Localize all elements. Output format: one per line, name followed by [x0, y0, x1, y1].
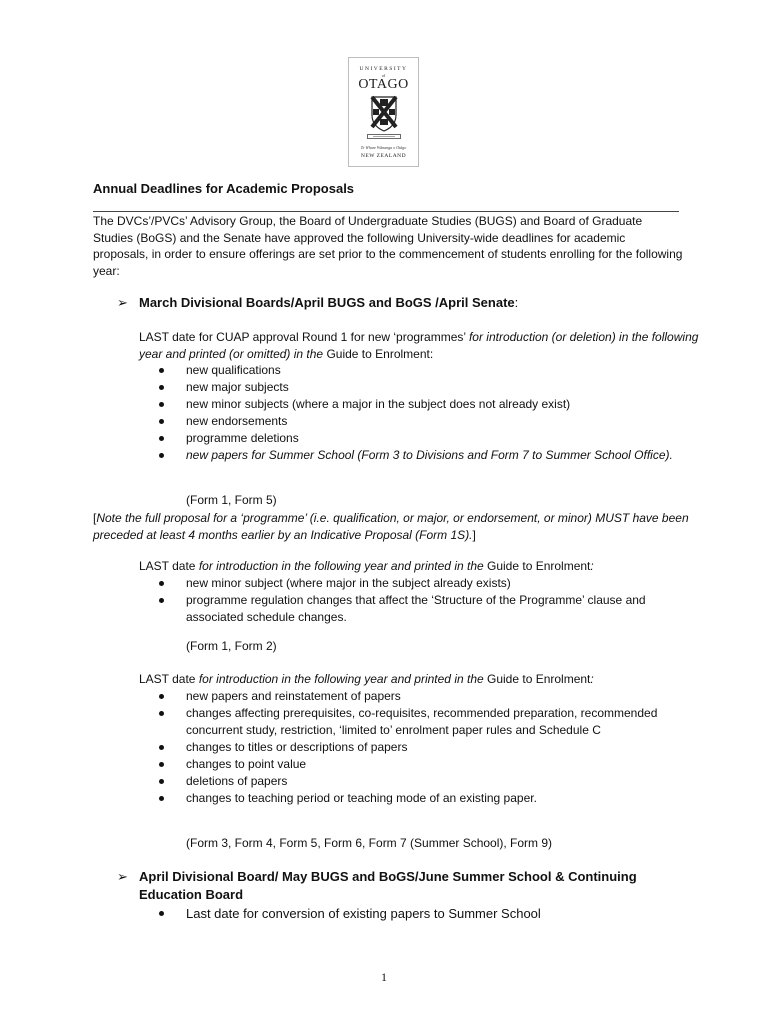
block-2-lead: LAST date for introduction in the following year and printed in the Guide to Enrolment: — [139, 559, 594, 573]
section-2-heading — [117, 868, 677, 904]
list-item: changes to point value — [139, 756, 679, 773]
document-title: Annual Deadlines for Academic Proposals — [93, 181, 355, 196]
logo-line-otago: OTAGO — [358, 77, 409, 92]
section-1-heading — [117, 294, 518, 312]
logo-line-university: UNIVERSITY — [359, 66, 408, 72]
list-item: new qualifications — [139, 362, 679, 379]
list-item: new endorsements — [139, 413, 679, 430]
crest-scroll-icon — [367, 134, 401, 139]
section-1-heading-text: March Divisional Boards/April BUGS and BoGS /April Senate: — [139, 295, 519, 310]
logo-country: NEW ZEALAND — [360, 153, 407, 159]
list-item: new papers for Summer School (Form 3 to Divisions and Form 7 to Summer School Office). — [139, 447, 679, 464]
block-1-list — [139, 362, 679, 464]
block-1-forms: (Form 1, Form 5) — [186, 493, 277, 507]
list-item: new minor subjects (where a major in the subject does not already exist) — [139, 396, 679, 413]
list-item: new papers and reinstatement of papers — [139, 688, 679, 705]
block-2-list — [139, 575, 679, 626]
logo-motto: Te Whare Wānanga o Otāgo — [360, 145, 407, 150]
section-2-heading-text: April Divisional Board/ May BUGS and BoGS/June Summer School & Continuing Education Board — [139, 869, 637, 902]
intro-paragraph: The DVCs’/PVCs’ Advisory Group, the Board of Undergraduate Studies (BUGS) and Board of Graduate Studies (BoGS) and the Senate have approved the following University-wide deadlines for academic proposals, in order to ensure offerings are set prior to the commencement of students enrolling for the following year: — [93, 214, 683, 278]
block-2-forms: (Form 1, Form 2) — [186, 639, 277, 653]
logo-line-of: of — [381, 73, 386, 78]
arrow-bullet-icon: ➢ — [117, 869, 128, 884]
section-2-list — [139, 905, 679, 922]
list-item: programme deletions — [139, 430, 679, 447]
page-number: 1 — [381, 970, 387, 984]
block-3-lead: LAST date for introduction in the following year and printed in the Guide to Enrolment: — [139, 672, 594, 686]
block-1-lead: LAST date for CUAP approval Round 1 for new ‘programmes’ for introduction (or deletion) in the following year and printed (or omitted) in the Guide to Enrolment: — [139, 330, 699, 361]
list-item: Last date for conversion of existing papers to Summer School — [139, 905, 679, 922]
block-3-list — [139, 688, 679, 807]
title-divider — [93, 211, 679, 212]
list-item: programme regulation changes that affect the ‘Structure of the Programme’ clause and associated schedule changes. — [139, 592, 679, 626]
list-item: changes affecting prerequisites, co-requisites, recommended preparation, recommended concurrent study, restriction, ‘limited to’ enrolment paper rules and Schedule C — [139, 705, 679, 739]
list-item: new major subjects — [139, 379, 679, 396]
list-item: new minor subject (where major in the subject already exists) — [139, 575, 679, 592]
block-3-forms: (Form 3, Form 4, Form 5, Form 6, Form 7 (Summer School), Form 9) — [186, 836, 553, 850]
university-logo — [348, 57, 419, 167]
note-paragraph: [Note the full proposal for a ‘programme’ (i.e. qualification, or major, or endorsement, or minor) MUST have been preceded at least 4 months earlier by an Indicative Proposal (Form 1S).] — [93, 511, 689, 542]
list-item: changes to teaching period or teaching mode of an existing paper. — [139, 790, 679, 807]
list-item: changes to titles or descriptions of papers — [139, 739, 679, 756]
list-item: deletions of papers — [139, 773, 679, 790]
arrow-bullet-icon: ➢ — [117, 295, 128, 310]
crest-icon — [369, 95, 399, 133]
